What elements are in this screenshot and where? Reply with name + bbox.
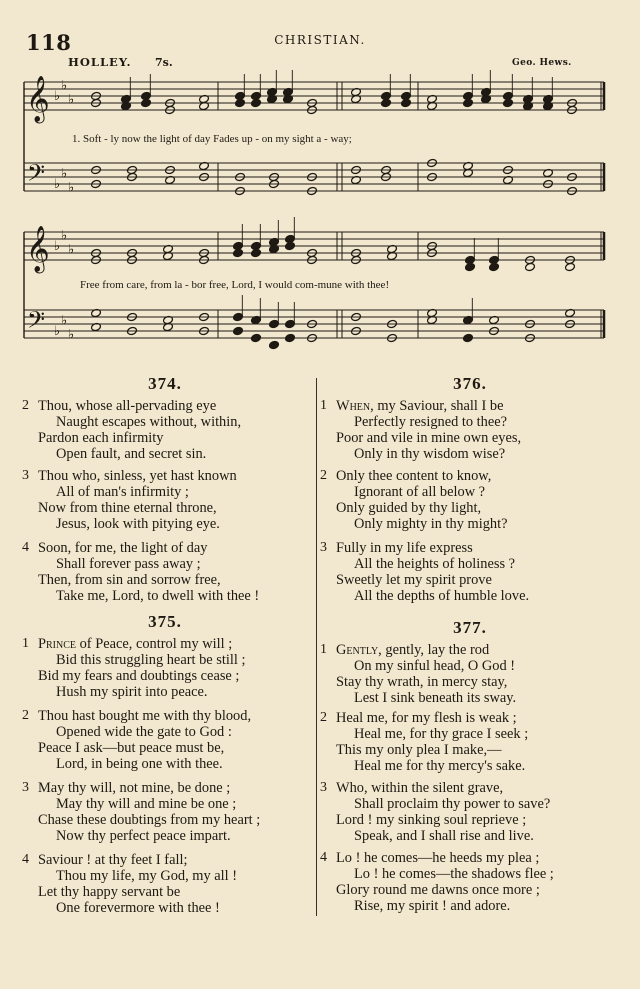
hymn-line: Let thy happy servant be xyxy=(38,884,181,900)
hymn-line: Shall proclaim thy power to save? xyxy=(354,796,551,812)
hymn-line: Only thee content to know, xyxy=(336,468,492,484)
hymn-line: Heal me for thy mercy's sake. xyxy=(354,758,526,774)
note-head xyxy=(251,248,262,257)
hymn-line: Fully in my life express xyxy=(336,540,473,556)
hymn-line: This my only plea I make,— xyxy=(336,742,502,758)
hymn-line: Only guided by thy light, xyxy=(336,500,482,516)
stanza-lead-word: When xyxy=(336,398,371,414)
note-head xyxy=(251,333,262,342)
hymn-line: Soon, for me, the light of day xyxy=(38,540,208,556)
music-score xyxy=(0,0,640,370)
hymn-line: Poor and vile in mine own eyes, xyxy=(336,430,522,446)
hymn-line: Rise, my spirit ! and adore. xyxy=(354,898,511,914)
treble-clef: 𝄞 xyxy=(26,76,50,122)
lyrics-line-1: 1. Soft - ly now the light of day Fades up - on my sight a - way; xyxy=(72,133,352,145)
note-head xyxy=(489,262,500,271)
hymn-number: 374. xyxy=(148,374,182,393)
note-head xyxy=(269,319,280,328)
stanza-number: 3 xyxy=(22,468,29,483)
hymn-line: Now from thine eternal throne, xyxy=(38,500,217,516)
composer: Geo. Hews. xyxy=(512,58,572,68)
hymn-line: One forevermore with thee ! xyxy=(56,900,220,916)
flat-sign: ♭ xyxy=(68,92,75,108)
hymn-line: Chase these doubtings from my heart ; xyxy=(38,812,261,828)
hymn-line: Who, within the silent grave, xyxy=(336,780,504,796)
stanza-number: 3 xyxy=(22,780,29,795)
hymn-line: On my sinful head, O God ! xyxy=(354,658,516,674)
stanza-lead-word: Gently xyxy=(336,642,379,658)
hymn-line: Thou, whose all-pervading eye xyxy=(38,398,217,414)
lyrics-line-2: Free from care, from la - bor free, Lord, I would com-mune with thee! xyxy=(80,279,390,291)
hymn-line: Thou hast bought me with thy blood, xyxy=(38,708,252,724)
running-head: CHRISTIAN. xyxy=(274,33,366,47)
tune-name: HOLLEY. xyxy=(68,55,132,69)
hymn-line-text: , my Saviour, shall I be xyxy=(370,398,504,414)
note-head xyxy=(269,340,280,349)
hymn-line: Perfectly resigned to thee? xyxy=(354,414,508,430)
note-head xyxy=(525,262,536,271)
hymn-line: Thou who, sinless, yet hast known xyxy=(38,468,237,484)
stanza-number: 2 xyxy=(320,710,327,725)
stanza-number: 1 xyxy=(22,636,29,651)
hymn-line: Sweetly let my spirit prove xyxy=(336,572,492,588)
hymn-line: Only mighty in thy might? xyxy=(354,516,508,532)
hymn-line: Bid my fears and doubtings cease ; xyxy=(38,668,240,684)
note-head xyxy=(465,262,476,271)
hymn-line-text: , gently, lay the rod xyxy=(378,642,490,658)
hymn-line: Naught escapes without, within, xyxy=(56,414,242,430)
hymn-line: May thy will and mine be one ; xyxy=(56,796,237,812)
bass-clef: 𝄢 xyxy=(27,306,46,339)
stanza-number: 1 xyxy=(320,642,327,657)
bass-clef: 𝄢 xyxy=(27,159,46,192)
hymn-line: Glory round me dawns once more ; xyxy=(336,882,540,898)
hymn-line: Thou my life, my God, my all ! xyxy=(56,868,238,884)
note-head xyxy=(463,333,474,342)
hymn-line: Opened wide the gate to God : xyxy=(56,724,232,740)
hymn-line: Saviour ! at thy feet I fall; xyxy=(38,852,188,868)
hymn-line: Lo ! he comes—he heeds my plea ; xyxy=(336,850,540,866)
note-head xyxy=(141,98,152,107)
stanza-number: 2 xyxy=(320,468,327,483)
hymn-number: 375. xyxy=(148,612,182,631)
hymn-line-text: of Peace, control my will ; xyxy=(76,636,233,652)
flat-sign: ♭ xyxy=(54,177,61,192)
note-head xyxy=(233,312,244,321)
hymn-line: Heal me, for my flesh is weak ; xyxy=(336,710,517,726)
flat-sign: ♭ xyxy=(54,239,61,254)
hymn-line: Hush my spirit into peace. xyxy=(56,684,208,700)
note-head xyxy=(503,98,514,107)
note-head xyxy=(463,98,474,107)
note-head xyxy=(235,98,246,107)
treble-clef: 𝄞 xyxy=(26,226,50,272)
hymn-line: Pardon each infirmity xyxy=(38,430,164,446)
stanza-number: 3 xyxy=(320,780,327,795)
hymn-line: All of man's infirmity ; xyxy=(56,484,189,500)
hymn-line: All the depths of humble love. xyxy=(354,588,530,604)
hymn-line xyxy=(336,642,489,658)
hymn-line: May thy will, not mine, be done ; xyxy=(38,780,231,796)
flat-sign: ♭ xyxy=(61,78,68,94)
hymn-line: Lo ! he comes—the shadows flee ; xyxy=(354,866,554,882)
hymn-line: Jesus, look with pitying eye. xyxy=(56,516,220,532)
hymn-line: Stay thy wrath, in mercy stay, xyxy=(336,674,508,690)
hymn-line: Lord, in being one with thee. xyxy=(56,756,223,772)
hymn-line: Shall forever pass away ; xyxy=(56,556,201,572)
hymn-line xyxy=(336,398,503,414)
note-head xyxy=(285,319,296,328)
note-head xyxy=(285,333,296,342)
stanza-number: 4 xyxy=(320,850,327,865)
flat-sign: ♭ xyxy=(54,324,61,339)
hymn-line: Heal me, for thy grace I seek ; xyxy=(354,726,529,742)
column-divider xyxy=(316,378,317,916)
tune-meter: 7s. xyxy=(155,56,173,69)
flat-sign: ♭ xyxy=(61,228,68,244)
hymn-line: Open fault, and secret sin. xyxy=(56,446,207,462)
hymn-line: Then, from sin and sorrow free, xyxy=(38,572,221,588)
page-number: 118 xyxy=(26,30,72,55)
note-head xyxy=(233,248,244,257)
flat-sign: ♭ xyxy=(68,242,75,258)
flat-sign: ♭ xyxy=(61,166,68,182)
hymn-line: Lest I sink beneath its sway. xyxy=(354,690,517,706)
stanza-number: 2 xyxy=(22,708,29,723)
note-head xyxy=(401,98,412,107)
stanza-number: 3 xyxy=(320,540,327,555)
flat-sign: ♭ xyxy=(68,327,75,343)
hymn-line: Peace I ask—but peace must be, xyxy=(38,740,225,756)
stanza-number: 4 xyxy=(22,852,29,867)
note-head xyxy=(381,98,392,107)
hymn-number: 377. xyxy=(453,618,487,637)
hymn-line: Speak, and I shall rise and live. xyxy=(354,828,534,844)
stanza-number: 2 xyxy=(22,398,29,413)
flat-sign: ♭ xyxy=(54,89,61,104)
hymn-line: Now thy perfect peace impart. xyxy=(56,828,231,844)
hymn-line: Lord ! my sinking soul reprieve ; xyxy=(336,812,527,828)
note-head xyxy=(285,241,296,250)
hymn-line: Bid this struggling heart be still ; xyxy=(56,652,246,668)
note-head xyxy=(251,98,262,107)
hymn-line: Take me, Lord, to dwell with thee ! xyxy=(56,588,260,604)
flat-sign: ♭ xyxy=(61,313,68,329)
hymn-line xyxy=(38,636,232,652)
note-head xyxy=(565,262,576,271)
hymn-line: Only in thy wisdom wise? xyxy=(354,446,506,462)
note-head xyxy=(233,326,244,335)
hymn-line: All the heights of holiness ? xyxy=(354,556,516,572)
flat-sign: ♭ xyxy=(68,180,75,196)
stanza-number: 4 xyxy=(22,540,29,555)
stanza-number: 1 xyxy=(320,398,327,413)
hymn-line: Ignorant of all below ? xyxy=(354,484,486,500)
stanza-lead-word: Prince xyxy=(38,636,77,652)
hymn-number: 376. xyxy=(453,374,487,393)
